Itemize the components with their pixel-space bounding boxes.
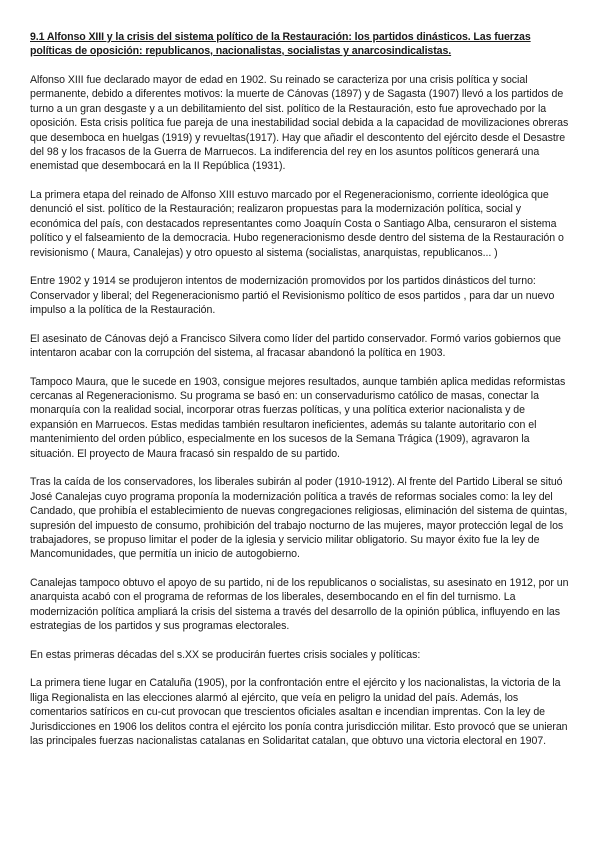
- paragraph-maura: Tampoco Maura, que le sucede en 1903, consigue mejores resultados, aunque también aplica medidas reformistas cercanas al Regeneracionismo. Su programa se basó en: un conservadurismo católico de masas, conectar la monarquía con la realidad social, incorporar otras fuerzas políticas, y una política exterior nacionalista y de expansión en Marruecos. Estas medidas también resultaron ineficientes, además su talante autoritario con el mantenimiento del orden público, especialmente en los sucesos de la Semana Trágica (1909), agravaron la situación. El proyecto de Maura fracasó sin respaldo de su partido.: [30, 375, 566, 460]
- paragraph-canalejas: Canalejas tampoco obtuvo el apoyo de su partido, ni de los republicanos o socialistas, su asesinato en 1912, por un anarquista acabó con el programa de reformas de los liberales, desembocando en el fin del turnismo. La modernización política ampliará la crisis del sistema a través del desarrollo de la opinión pública, influyendo en las estrategias de los partidos y sus programas electorales.: [30, 576, 569, 633]
- paragraph-intro: Alfonso XIII fue declarado mayor de edad en 1902. Su reinado se caracteriza por una crisis política y social permanente, debido a diferentes motivos: la muerte de Cánovas (1897) y de Sagasta (1907) llevó a los partidos de turno a un gran desgaste y a un debilitamiento del sist. político de la Restauración, esto fue aprovechado por la oposición. Esta crisis política fue pareja de una inestabilidad social debida a la capacidad de movilizaciones obreras que desemboca en huelgas (1919) y revueltas(1917). Hay que añadir el descontento del ejército desde el Desastre del 98 y los fracasos de la Guerra de Marruecos. La indiferencia del rey en los asuntos políticos generará una enemistad que desembocará en la II República (1931).: [30, 74, 569, 173]
- paragraph-cataluna: La primera tiene lugar en Cataluña (1905), por la confrontación entre el ejército y los nacionalistas, la victoria de la lliga Regionalista en las elecciones alarmó al ejército, que veía en peligro la unidad del país. Además, los comentarios satíricos en cu-cut provocan que trescientos oficiales asaltan e incendian imprentas. Con la ley de Jurisdicciones en 1906 los delitos contra el ejército los ponía contra jurisdicción militar. Esto provocó que se unieran las principales fuerzas nacionalistas catalanas en Solidaritat catalan, que obtuvo una victoria electoral en 1907.: [30, 677, 568, 747]
- paragraph-regeneracionismo: La primera etapa del reinado de Alfonso XIII estuvo marcado por el Regeneracionismo, corriente ideológica que denunció el sist. político de la Restauración; realizaron propuestas para la modernización política, social y económica del país, con destacados representantes como Joaquín Costa o Santiago Alba, censuraron el sistema político y el falseamiento de la democracia. Hubo regeneracionismo desde dentro del sistema de la Restauración o revisionismo ( Maura, Canalejas) y otro opuesto al sistema (socialistas, anarquistas, republicanos... ): [30, 189, 564, 259]
- document-page: [30, 30, 572, 763]
- paragraph-modernizacion: Entre 1902 y 1914 se produjeron intentos de modernización promovidos por los partidos dinásticos del turno: Conservador y liberal; del Regeneracionismo partió el Revisionismo político de esos partidos , para dar un nuevo impulso a la política de la Restauración.: [30, 275, 555, 317]
- paragraph-liberales: Tras la caída de los conservadores, los liberales subirán al poder (1910-1912). Al frente del Partido Liberal se situó José Canalejas cuyo programa proponía la modernización política a través de reformas sociales como: la ley del Candado, que prohibía el establecimiento de nuevas congregaciones religiosas, eliminación del sistema de quintas, supresión del impuesto de consumo, prohibición del trabajo nocturno de las mujeres, mayor protección legal de los trabajadores, se propuso limitar el poder de la iglesia y servicio militar obligatorio. Su mayor éxito fue la ley de Mancomunidades, que permitía un inicio de autogobierno.: [30, 476, 568, 561]
- paragraph-silvela: El asesinato de Cánovas dejó a Francisco Silvera como líder del partido conservador. Formó varios gobiernos que intentaron acabar con la corrupción del sistema, al fracasar abandonó la política en 1903.: [30, 332, 561, 360]
- document-title: 9.1 Alfonso XIII y la crisis del sistema político de la Restauración: los partidos dinásticos. Las fuerzas políticas de oposición: republicanos, nacionalistas, socialistas y anarcosindicalistas.: [30, 31, 531, 57]
- paragraph-crisis-intro: En estas primeras décadas del s.XX se producirán fuertes crisis sociales y políticas:: [30, 648, 421, 661]
